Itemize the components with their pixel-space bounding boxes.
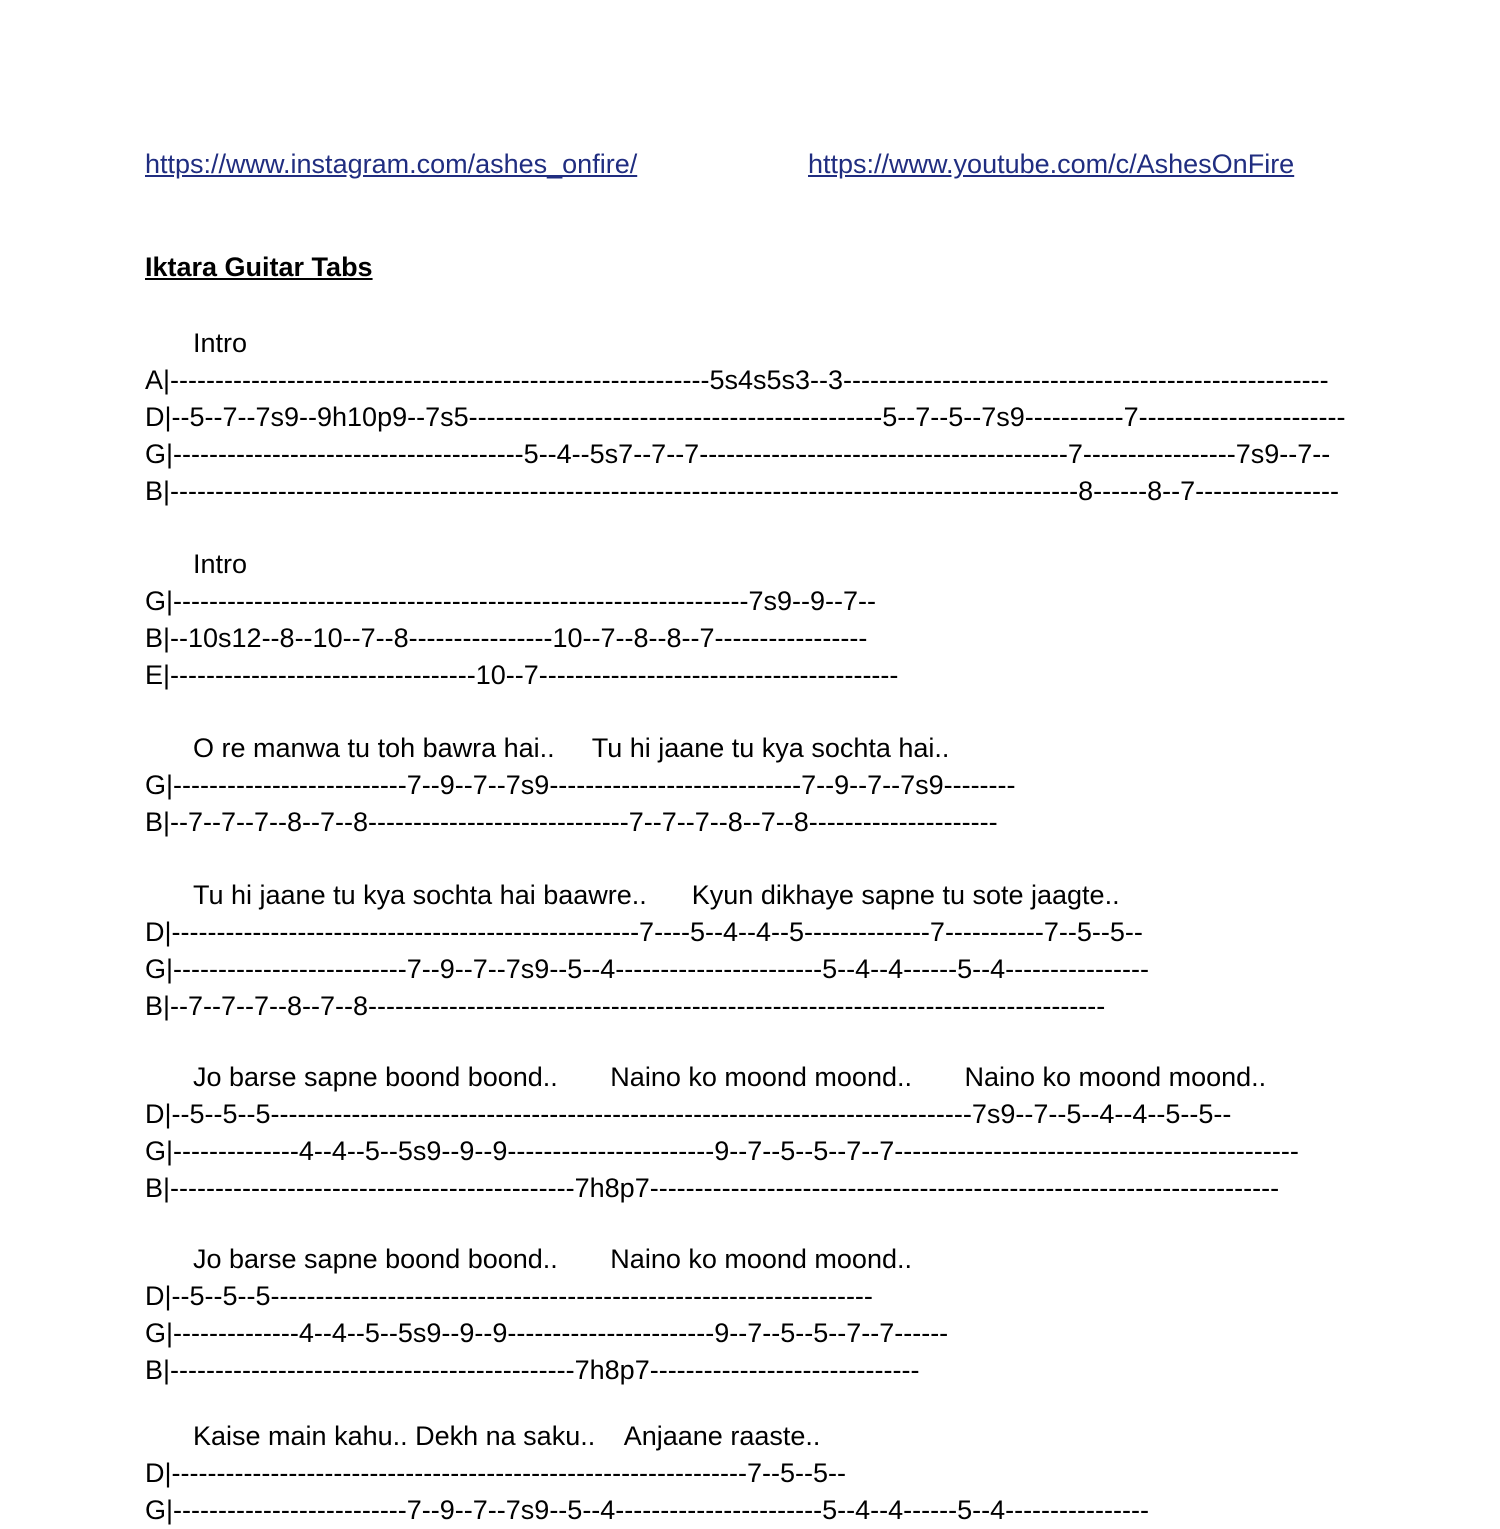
tab-section-verse-2 [145,877,1500,1025]
tab-line-g: G|----------------------------------------------------------------7s9--9--7-- [145,586,876,616]
tab-line-g: G|--------------4--4--5--5s9--9--9-----------------------9--7--5--5--7--7------ [145,1318,949,1348]
lyric-line: O re manwa tu toh bawra hai.. Tu hi jaane tu kya sochta hai.. [193,733,950,763]
tab-line-d: D|--5--5--5------------------------------------------------------------------------------7s9--7--5--4--4--5--5-- [145,1099,1232,1129]
tab-section-chorus-2 [145,1241,1500,1389]
tab-line-b: B|-----------------------------------------------------------------------------------------------------8------8--7---------------- [145,476,1339,506]
tab-line-g: G|--------------------------7--9--7--7s9--5--4-----------------------5--4--4------5--4---------------- [145,954,1149,984]
lyric-line: Tu hi jaane tu kya sochta hai baawre.. Kyun dikhaye sapne tu sote jaagte.. [193,880,1120,910]
tab-line-g: G|---------------------------------------5--4--5s7--7--7-----------------------------------------7-----------------7s9--7-- [145,439,1331,469]
tab-line-b: B|--10s12--8--10--7--8----------------10--7--8--8--7----------------- [145,623,868,653]
tab-line-g: G|--------------4--4--5--5s9--9--9-----------------------9--7--5--5--7--7--------------------------------------------- [145,1136,1299,1166]
tab-line-b: B|--7--7--7--8--7--8-----------------------------7--7--7--8--7--8--------------------- [145,807,998,837]
tab-line-d: D|----------------------------------------------------------------7--5--5-- [145,1458,846,1488]
tab-line-d: D|--5--5--5------------------------------------------------------------------- [145,1281,873,1311]
tab-line-g-partial: G|--------------------------7--9--7--7s9--5--4-----------------------5--4--4------5--4---------------- [145,1495,1149,1525]
tab-line-a: A|------------------------------------------------------------5s4s5s3--3------------------------------------------------------ [145,365,1329,395]
tab-line-b: B|--7--7--7--8--7--8---------------------------------------------------------------------------------- [145,991,1106,1021]
tab-section-verse-1 [145,730,1500,841]
tab-line-d: D|--5--7--7s9--9h10p9--7s5----------------------------------------------5--7--5--7s9-----------7----------------------- [145,402,1346,432]
lyric-line: Jo barse sapne boond boond.. Naino ko moond moond.. [193,1244,912,1274]
tab-section-intro-1 [145,325,1500,510]
section-label: Intro [193,549,248,579]
links-row [145,146,1500,183]
tab-line-b: B|---------------------------------------------7h8p7------------------------------ [145,1355,920,1385]
section-label: Intro [193,328,248,358]
tab-line-b: B|---------------------------------------------7h8p7---------------------------------------------------------------------- [145,1173,1280,1203]
lyric-line: Kaise main kahu.. Dekh na saku.. Anjaane raaste.. [193,1421,821,1451]
tab-section-intro-2 [145,546,1500,694]
tab-line-e: E|----------------------------------10--7---------------------------------------- [145,660,899,690]
tab-section-verse-3 [145,1418,1500,1529]
tab-section-chorus-1 [145,1059,1500,1207]
page-title: Iktara Guitar Tabs [145,252,373,282]
lyric-line: Jo barse sapne boond boond.. Naino ko moond moond.. Naino ko moond moond.. [193,1062,1267,1092]
youtube-link[interactable]: https://www.youtube.com/c/AshesOnFire [808,149,1295,179]
instagram-link[interactable]: https://www.instagram.com/ashes_onfire/ [145,149,638,179]
tab-line-g: G|--------------------------7--9--7--7s9----------------------------7--9--7--7s9-------- [145,770,1016,800]
tab-line-d: D|----------------------------------------------------7----5--4--4--5--------------7-----------7--5--5-- [145,917,1143,947]
